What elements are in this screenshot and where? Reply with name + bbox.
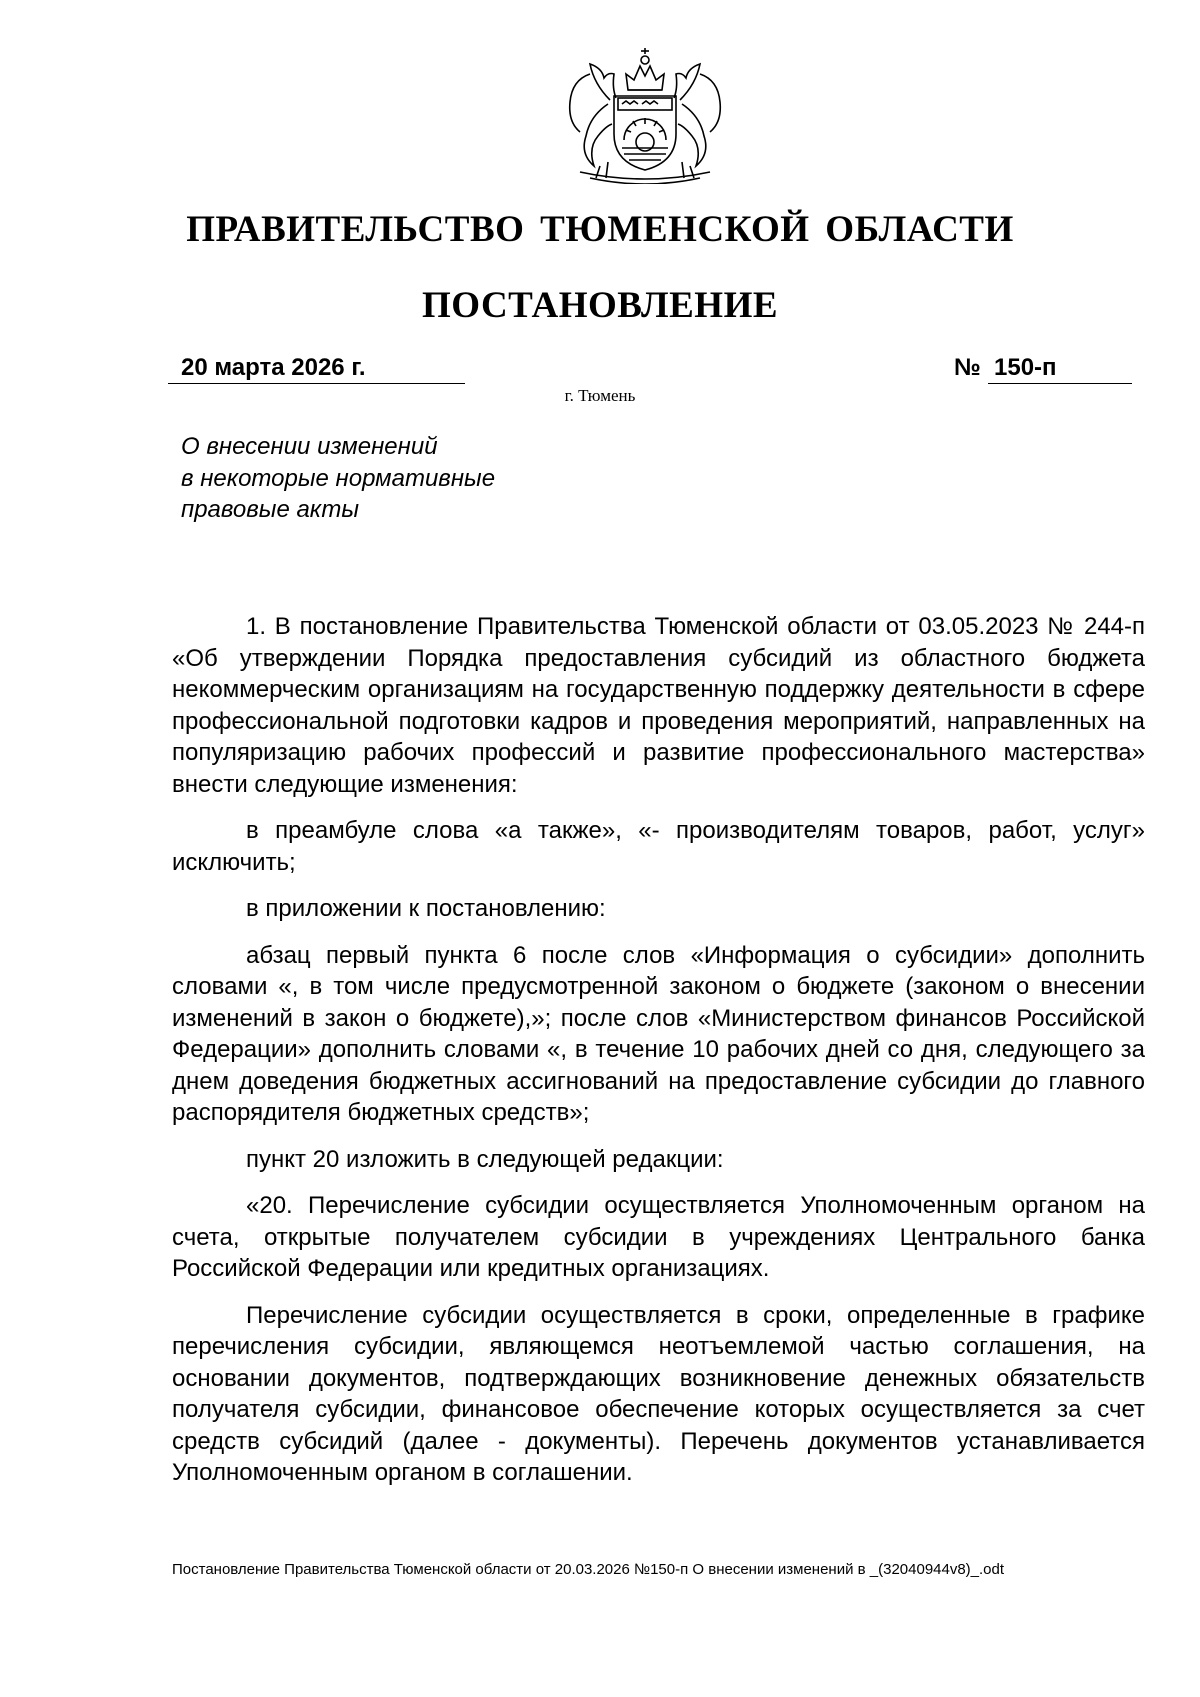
body-paragraph: абзац первый пункта 6 после слов «Информация о субсидии» дополнить словами «, в том числе предусмотренной законом о бюджете (законом о внесении изменений в закон о бюджете),»; после слов «Министерством финансов Российской Федерации» дополнить словами «, в течение 10 рабочих дней со дня, следующего за днем доведения бюджетных ассигнований на предоставление субсидии до главного распорядителя бюджетных средств»; [172,941,1145,1126]
organization-title: ПРАВИТЕЛЬСТВО ТЮМЕНСКОЙ ОБЛАСТИ [186,209,1014,250]
document-body [172,611,1145,1504]
document-city: г. Тюмень [564,386,636,405]
tyumen-region-coat-of-arms-icon [550,44,740,184]
body-paragraph: в приложении к постановлению: [246,895,606,922]
document-subject [181,431,495,526]
document-footer: Постановление Правительства Тюменской области от 20.03.2026 №150-п О внесении изменений в _(32040944v8)_.odt [172,1561,1005,1578]
subject-line: О внесении изменений [181,433,438,460]
document-type: ПОСТАНОВЛЕНИЕ [421,285,779,326]
document-date: 20 марта 2026 г. [168,353,465,384]
document-number: 150-п [988,353,1132,384]
body-paragraph: в преамбуле слова «а также», «- производителям товаров, работ, услуг» исключить; [172,817,1145,876]
document-number-block [954,353,1132,384]
body-paragraph: «20. Перечисление субсидии осуществляется Уполномоченным органом на счета, открытые получателем субсидии в учреждениях Центрального банка Российской Федерации или кредитных организациях. [172,1192,1145,1282]
number-sign: № [954,354,981,381]
subject-line: в некоторые нормативные [181,464,496,492]
subject-line: правовые акты [181,496,360,523]
body-paragraph: Перечисление субсидии осуществляется в сроки, определенные в графике перечисления субсидии, являющемся неотъемлемой частью соглашения, на основании документов, подтверждающих возникновение денежных обязательств получателя субсидии, финансовое обеспечение которых осуществляется за счет средств субсидий (далее - документы). Перечень документов устанавливается Уполномоченным органом в соглашении. [172,1301,1145,1486]
body-paragraph: пункт 20 изложить в следующей редакции: [246,1145,724,1173]
body-paragraph: 1. В постановление Правительства Тюменской области от 03.05.2023 № 244-п «Об утверждении Порядка предоставления субсидий из областного бюджета некоммерческим организациям на государственную поддержку деятельности в сфере профессиональной подготовки кадров и проведения мероприятий, направленных на популяризацию рабочих профессий и развитие профессионального мастерства» внести следующие изменения: [172,613,1145,798]
